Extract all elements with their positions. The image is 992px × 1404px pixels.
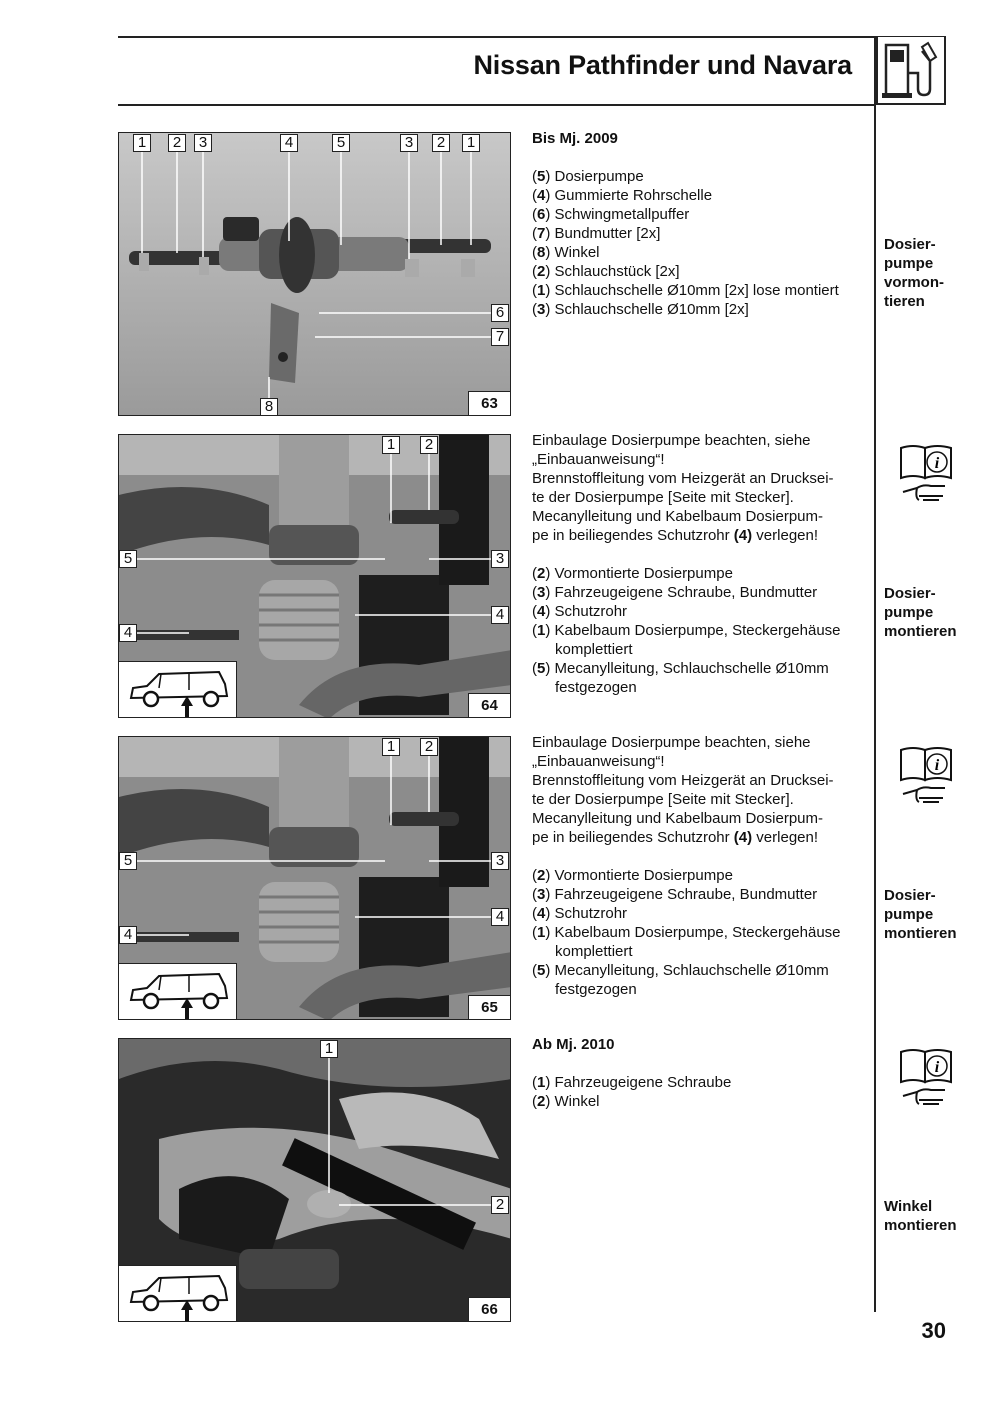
callout-63-1b: 1 — [462, 134, 480, 152]
list-item: (3) Schlauchschelle Ø10mm [2x] — [532, 301, 749, 318]
header-bottom-rule — [118, 104, 876, 106]
manual-info-icon — [897, 1044, 957, 1108]
figure-number: 63 — [468, 391, 510, 415]
figure-63 — [118, 132, 511, 416]
section-65-text — [532, 733, 867, 999]
instruction-paragraph: Einbaulage Dosierpumpe beachten, siehe „Einbauanweisung“! Brennstoffleitung vom Heizgerät an Drucksei- te der Dosierpumpe [Seite mit Stecker]. Mecanylleitung und Kabelbaum Dosierpum- pe in beiliegendes Schutzrohr (4) verlegen! — [532, 734, 834, 846]
callout-63-3a: 3 — [194, 134, 212, 152]
callout-65-1: 1 — [382, 738, 400, 756]
list-item: (3) Fahrzeugeigene Schraube, Bundmutter — [532, 584, 818, 601]
callout-63-5: 5 — [332, 134, 350, 152]
list-item: (3) Fahrzeugeigene Schraube, Bundmutter — [532, 886, 818, 903]
list-item: (2) Vormontierte Dosierpumpe — [532, 565, 733, 582]
list-item: (8) Winkel — [532, 244, 600, 261]
manual-info-icon — [897, 742, 957, 806]
fuel-pump-icon — [878, 37, 944, 103]
list-item: (2) Winkel — [532, 1093, 600, 1110]
figure-64 — [118, 434, 511, 718]
svg-text:i: i — [934, 1059, 940, 1076]
figure-number: 64 — [468, 693, 510, 717]
section-63-text — [532, 129, 867, 319]
callout-64-4a: 4 — [491, 606, 509, 624]
fuel-pump-icon-box — [876, 37, 946, 105]
list-item: (4) Gummierte Rohrschelle — [532, 187, 713, 204]
svg-text:i: i — [934, 455, 940, 472]
side-label: Dosier- pumpe vormon- tieren — [884, 236, 944, 310]
side-label: Dosier- pumpe montieren — [884, 585, 957, 640]
callout-63-8: 8 — [260, 398, 278, 416]
callout-64-5: 5 — [119, 550, 137, 568]
right-column-rule — [874, 36, 876, 1312]
list-item: (2) Schlauchstück [2x] — [532, 263, 680, 280]
figure-number: 66 — [468, 1297, 510, 1321]
figure-65 — [118, 736, 511, 1020]
figure-66 — [118, 1038, 511, 1322]
list-item: (1) Schlauchschelle Ø10mm [2x] lose montiert — [532, 282, 839, 299]
car-icon — [119, 964, 237, 1020]
page-title: Nissan Pathfinder und Navara — [473, 50, 852, 80]
figure-number: 65 — [468, 995, 510, 1019]
callout-64-2: 2 — [420, 436, 438, 454]
list-item: (1) Kabelbaum Dosierpumpe, Steckergehäuse komplettiert — [532, 622, 841, 658]
header-top-rule — [118, 36, 946, 38]
list-item: (2) Vormontierte Dosierpumpe — [532, 867, 733, 884]
list-item: (1) Fahrzeugeigene Schraube — [532, 1074, 732, 1091]
car-position-inset — [119, 1265, 237, 1321]
callout-63-2b: 2 — [432, 134, 450, 152]
section-heading: Bis Mj. 2009 — [532, 130, 618, 147]
svg-text:i: i — [934, 757, 940, 774]
callout-65-4a: 4 — [491, 908, 509, 926]
callout-63-6: 6 — [491, 304, 509, 322]
callout-64-4b: 4 — [119, 624, 137, 642]
car-icon — [119, 662, 237, 718]
instruction-paragraph: Einbaulage Dosierpumpe beachten, siehe „Einbauanweisung“! Brennstoffleitung vom Heizgerät an Drucksei- te der Dosierpumpe [Seite mit Stecker]. Mecanylleitung und Kabelbaum Dosierpum- pe in beiliegendes Schutzrohr (4) verlegen! — [532, 432, 834, 544]
manual-info-icon — [897, 440, 957, 504]
car-icon — [119, 1266, 237, 1322]
section-66-text — [532, 1035, 867, 1111]
callout-63-2a: 2 — [168, 134, 186, 152]
list-item: (4) Schutzrohr — [532, 905, 628, 922]
callout-66-2: 2 — [491, 1196, 509, 1214]
callout-66-1: 1 — [320, 1040, 338, 1058]
section-heading: Ab Mj. 2010 — [532, 1036, 615, 1053]
callout-63-1a: 1 — [133, 134, 151, 152]
callout-65-4b: 4 — [119, 926, 137, 944]
callout-63-7: 7 — [491, 328, 509, 346]
list-item: (6) Schwingmetallpuffer — [532, 206, 690, 223]
side-label: Dosier- pumpe montieren — [884, 887, 957, 942]
list-item: (1) Kabelbaum Dosierpumpe, Steckergehäuse komplettiert — [532, 924, 841, 960]
car-position-inset — [119, 661, 237, 717]
callout-63-3b: 3 — [400, 134, 418, 152]
callout-63-4: 4 — [280, 134, 298, 152]
page-number: 30 — [921, 1318, 946, 1343]
list-item: (4) Schutzrohr — [532, 603, 628, 620]
list-item: (5) Dosierpumpe — [532, 168, 644, 185]
side-label: Winkel montieren — [884, 1198, 957, 1234]
callout-64-1: 1 — [382, 436, 400, 454]
list-item: (5) Mecanylleitung, Schlauchschelle Ø10mm festgezogen — [532, 962, 829, 998]
callout-65-5: 5 — [119, 852, 137, 870]
list-item: (7) Bundmutter [2x] — [532, 225, 661, 242]
callout-64-3: 3 — [491, 550, 509, 568]
section-64-text — [532, 431, 867, 697]
car-position-inset — [119, 963, 237, 1019]
callout-65-2: 2 — [420, 738, 438, 756]
callout-65-3: 3 — [491, 852, 509, 870]
list-item: (5) Mecanylleitung, Schlauchschelle Ø10mm festgezogen — [532, 660, 829, 696]
